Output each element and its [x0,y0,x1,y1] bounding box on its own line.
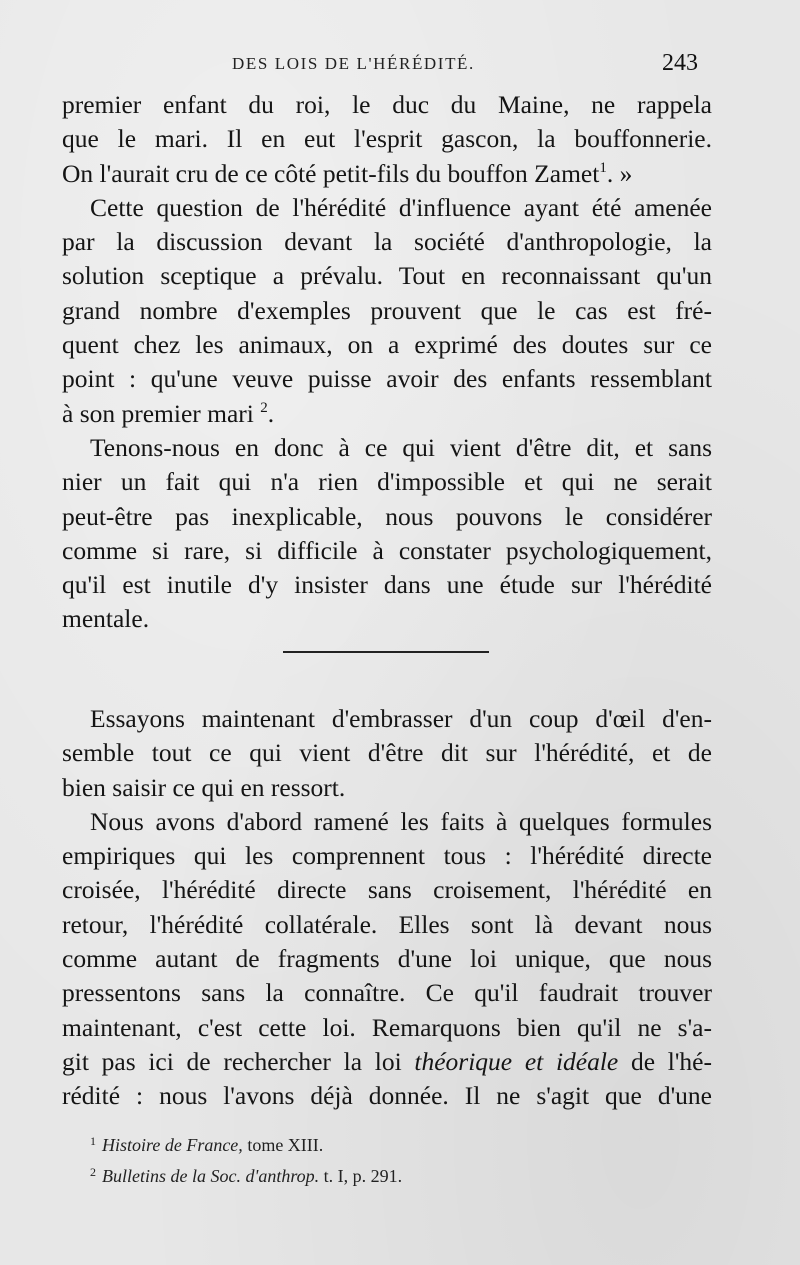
text-line: quent chez les animaux, on a exprimé des doutes sur ce [62,330,712,360]
footnote-title: Histoire de France, [102,1135,243,1155]
text-line: point : qu'une veuve puisse avoir des enfants ressemblant [62,364,712,394]
text-line: rédité : nous l'avons déjà donnée. Il ne s'agit que d'une [62,1081,712,1111]
text-line: nier un fait qui n'a rien d'impossible et qui ne serait [62,467,712,497]
text-line: grand nombre d'exemples prouvent que le cas est fré- [62,295,712,325]
text-line: croisée, l'hérédité directe sans croisement, l'hérédité en [62,875,712,905]
text-block-upper [62,88,712,637]
footnote-mark: 2 [90,1165,96,1179]
text-line: premier enfant du roi, le duc du Maine, ne rappela [62,90,712,119]
text-span: . » [606,158,633,188]
text-line: Nous avons d'abord ramené les faits à quelques formules [90,806,712,836]
running-head [62,50,702,80]
text-span: . [267,398,275,428]
text-line: Cette question de l'hérédité d'influence ayant été amenée [90,192,712,222]
text-line: peut-être pas inexplicable, nous pouvons le considérer [62,501,712,531]
text-line: empiriques qui les comprennent tous : l'hérédité directe [62,841,712,871]
text-line: mentale. [62,604,150,634]
footnote-mark: 1 [90,1134,96,1148]
text-line: Tenons-nous en donc à ce qui vient d'être dit, et sans [90,432,712,462]
paragraph-summary-intro [62,702,712,805]
text-line: comme autant de fragments d'une loi unique, que nous [62,944,712,974]
text-line: solution sceptique a prévalu. Tout en reconnaissant qu'un [62,261,712,291]
text-line: par la discussion devant la société d'anthropologie, la [62,227,712,257]
paragraph-formulas [62,805,712,1114]
text-line: semble tout ce qui vient d'être dit sur l'hérédité, et de [62,738,712,768]
text-line: maintenant, c'est cette loi. Remarquons bien qu'il ne s'a- [62,1012,712,1042]
paragraph-influence [62,191,712,431]
text-line [62,397,712,431]
footnote-ref-2[interactable]: 2 [260,399,268,416]
paragraph-conclusion [62,431,712,637]
text-line: que le mari. Il en eut l'esprit gascon, la bouffonnerie. [62,124,712,154]
italic-phrase: théorique et idéale [414,1046,619,1076]
running-title: DES LOIS DE L'HÉRÉDITÉ. [232,54,475,73]
text-line: pressentons sans la connaître. Ce qu'il faudrait trouver [62,978,712,1008]
section-divider-rule [283,651,489,653]
text-line: bien saisir ce qui en ressort. [62,772,346,802]
text-span: de l'hé- [618,1046,712,1076]
footnote-detail: t. I, p. 291. [319,1166,403,1186]
page-number: 243 [662,50,698,76]
text-block-lower [62,702,712,1114]
text-line [62,1045,712,1079]
text-line: qu'il est inutile d'y insister dans une étude sur l'hérédité [62,570,712,600]
paragraph-continuation [62,88,712,191]
text-span: à son premier mari [62,398,261,428]
footnote-detail: tome XIII. [242,1135,324,1155]
footnote-ref-1[interactable]: 1 [599,159,607,176]
text-line: retour, l'hérédité collatérale. Elles sont là devant nous [62,909,712,939]
text-line: Essayons maintenant d'embrasser d'un coup d'œil d'en- [90,704,712,733]
footnote-1 [90,1128,690,1159]
text-span: On l'aurait cru de ce côté petit-fils du bouffon Zamet [62,158,600,188]
footnote-2 [90,1159,690,1190]
footnotes [90,1128,690,1190]
text-line: comme si rare, si difficile à constater psychologiquement, [62,535,712,565]
text-line [62,157,712,191]
text-span: git pas ici de rechercher la loi [62,1046,415,1076]
footnote-title: Bulletins de la Soc. d'anthrop. [102,1166,320,1186]
